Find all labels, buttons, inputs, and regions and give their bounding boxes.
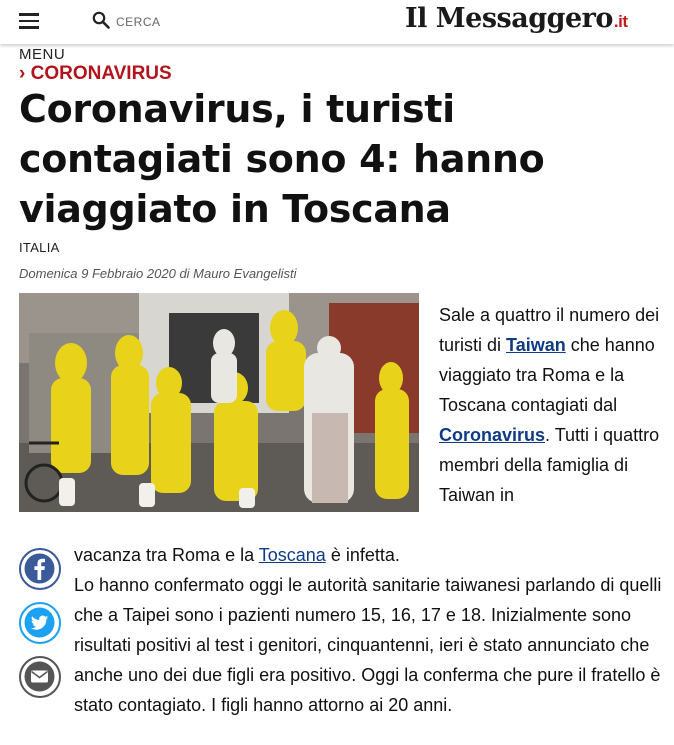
body-text: è infetta. — [325, 545, 400, 565]
article-headline: Coronavirus, i turisti contagiati sono 4: hanno viaggiato in Toscana — [19, 87, 545, 231]
menu-label[interactable]: MENU — [19, 46, 66, 63]
intro-text: che hanno viaggiato tra Roma e la Toscana contagiati dal — [439, 335, 655, 415]
article-date: Domenica 9 Febbraio 2020 — [19, 266, 176, 281]
email-icon — [21, 658, 58, 695]
facebook-share-button[interactable] — [19, 548, 61, 590]
toscana-link[interactable]: Toscana — [258, 545, 326, 565]
coronavirus-link[interactable]: Coronavirus — [439, 425, 546, 445]
intro-text: Sale a quattro il numero dei turisti di — [439, 305, 660, 355]
article-category[interactable]: ITALIA — [19, 240, 60, 255]
body-text: vacanza tra Roma e la — [74, 545, 259, 565]
body-paragraph — [74, 540, 664, 570]
logo-text: Il Messaggero — [405, 3, 613, 34]
body-paragraph: Lo hanno confermato oggi le autorità sanitarie taiwanesi parlando di quelli che a Taipei sono i pazienti numero 15, 16, 17 e 18. Inizialmente sono risultati positivi al test i genitori, cinquantenni, ieri è stato annunciato che anche uno dei due figli era positivo. Oggi la conferma che pure il fratello è stato contagiato. I figli hanno attorno ai 20 anni. — [74, 575, 662, 715]
top-bar — [0, 0, 674, 44]
article-intro — [439, 300, 661, 510]
email-share-button[interactable] — [19, 656, 61, 698]
twitter-icon — [21, 604, 58, 641]
search-input[interactable] — [116, 12, 276, 32]
article-author: di Mauro Evangelisti — [179, 266, 297, 281]
twitter-share-button[interactable] — [19, 602, 61, 644]
taiwan-link[interactable]: Taiwan — [506, 335, 566, 355]
article-photo — [19, 293, 419, 512]
intro-text: . Tutti i quattro membri della famiglia di Taiwan in — [439, 425, 660, 505]
site-logo[interactable] — [405, 3, 628, 34]
article-body — [74, 540, 664, 720]
section-link[interactable]: › CORONAVIRUS — [19, 63, 172, 84]
facebook-icon — [21, 550, 58, 587]
article-byline — [19, 266, 297, 281]
menu-icon[interactable] — [19, 13, 39, 29]
logo-tld: .it — [613, 12, 628, 31]
search-icon[interactable] — [92, 11, 110, 29]
